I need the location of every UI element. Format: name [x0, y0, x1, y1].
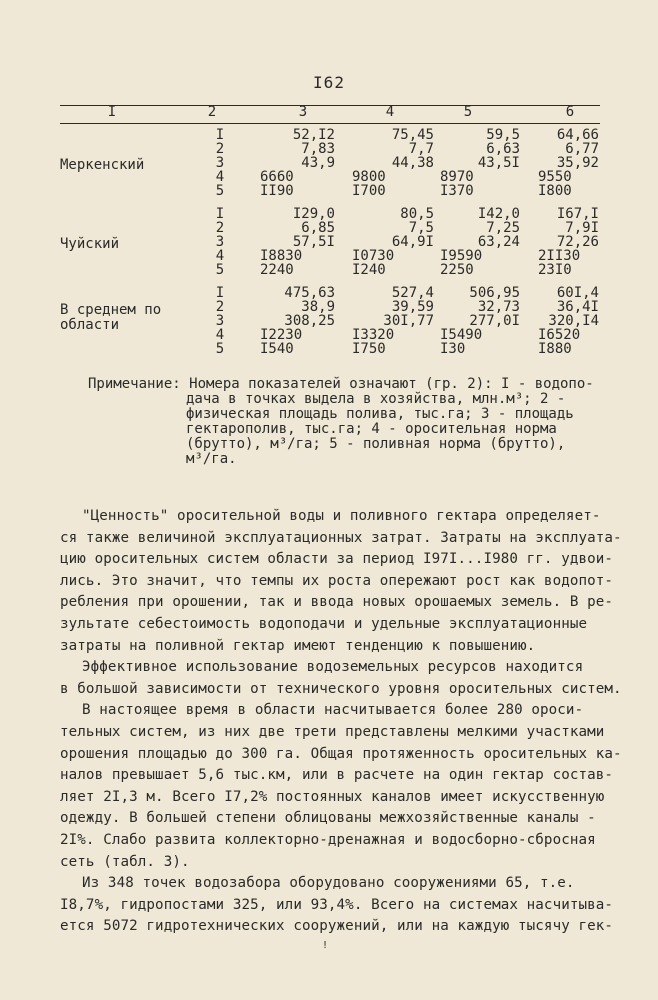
table-cell: 64,66: [556, 127, 599, 143]
table-cell: 75,45: [391, 127, 434, 143]
indicator-number: 3: [215, 234, 225, 250]
table-row: [60, 342, 620, 356]
table-cell: 52,I2: [292, 127, 335, 143]
paragraph-line: ется 5072 гидротехнических сооружений, или на каждую тысячу гек-: [60, 918, 614, 935]
table-cell: 38,9: [301, 299, 335, 315]
paragraph-line: ся также величиной эксплуатационных затрат. Затраты на эксплуата-: [60, 529, 622, 546]
paragraph-line: тельных систем, из них две трети представлены мелкими участками: [60, 723, 605, 740]
paragraph-line: сеть (табл. 3).: [60, 853, 190, 870]
indicator-number: 5: [215, 341, 225, 357]
note-line: физическая площадь полива, тыс.га; 3 - площадь: [186, 406, 574, 422]
table-header-rule: [60, 123, 600, 124]
table-cell: 23I0: [538, 262, 572, 278]
paragraph-line: Эффективное использование водоземельных ресурсов находится: [82, 659, 584, 676]
table-cell: I8830: [260, 248, 303, 264]
table-cell: 43,9: [301, 155, 335, 171]
table-cell: 44,38: [391, 155, 434, 171]
table-cell: 6,85: [301, 220, 335, 236]
indicator-number: I: [215, 285, 225, 301]
table-cell: I2230: [260, 327, 303, 343]
table-cell: 63,24: [477, 234, 520, 250]
table-cell: I42,0: [477, 206, 520, 222]
paragraph-line: орошения площадью до 300 га. Общая протяженность оросительных ка-: [60, 745, 622, 762]
table-top-rule: [60, 105, 600, 106]
table-row: [60, 235, 620, 249]
table-cell: I240: [352, 262, 386, 278]
table-cell: 9800: [352, 169, 386, 185]
table-header-col-5: 5: [463, 104, 473, 120]
table-cell: 320,I4: [548, 313, 599, 329]
table-cell: 506,95: [469, 285, 520, 301]
table-row: [60, 300, 620, 314]
table-cell: 2II30: [538, 248, 581, 264]
table-row: [60, 249, 620, 263]
group-name: В среднем по: [60, 302, 162, 318]
table-cell: 60I,4: [556, 285, 599, 301]
table-cell: 35,92: [556, 155, 599, 171]
table-cell: I370: [440, 183, 474, 199]
paragraph-line: I8,7%, гидропостами 325, или 93,4%. Всего на системах насчитыва-: [60, 896, 614, 913]
paragraph-line: одежду. В большей степени облицованы межхозяйственные каналы -: [60, 810, 596, 827]
paragraph-line: 2I%. Слабо развита коллекторно-дренажная и водосборно-сбросная: [60, 831, 596, 848]
table-cell: 9550: [538, 169, 572, 185]
paragraph-line: "Ценность" оросительной воды и поливного гектара определяет-: [82, 508, 601, 524]
table-cell: 2250: [440, 262, 474, 278]
table-row: [60, 156, 620, 170]
table-cell: 277,0I: [469, 313, 520, 329]
table-cell: I540: [260, 341, 294, 357]
indicator-number: 2: [215, 141, 225, 157]
indicator-number: 5: [215, 183, 225, 199]
paragraph-line: зультате себестоимость водоподачи и удельные эксплуатационные: [60, 615, 588, 632]
table-cell: 30I,77: [383, 313, 434, 329]
group-name: Чуйский: [60, 236, 120, 252]
table-cell: 475,63: [284, 285, 335, 301]
table-header-col-4: 4: [385, 104, 395, 120]
table-cell: I29,0: [292, 206, 335, 222]
indicator-number: 2: [215, 220, 225, 236]
body-text: [60, 506, 622, 938]
paragraph-line: ребления при орошении, так и ввода новых орошаемых земель. В ре-: [60, 594, 614, 611]
indicator-number: 4: [215, 248, 225, 264]
indicator-number: I: [215, 127, 225, 143]
paragraph-line: Из 348 точек водозабора оборудовано сооружениями 65, т.е.: [82, 875, 575, 892]
table-cell: II90: [260, 183, 294, 199]
paragraph-line: ляет 2I,3 м. Всего I7,2% постоянных каналов имеет искусственную: [60, 788, 605, 805]
group-name: области: [60, 317, 120, 333]
table-cell: 43,5I: [477, 155, 520, 171]
table-cell: I6520: [538, 327, 581, 343]
table-cell: 64,9I: [391, 234, 434, 250]
table-row: [60, 221, 620, 235]
table-cell: I750: [352, 341, 386, 357]
table-row: [60, 142, 620, 156]
table-cell: I800: [538, 183, 572, 199]
note-line: дача в точках выдела в хозяйства, млн.м³; 2 -: [186, 391, 566, 407]
table-cell: 72,26: [556, 234, 599, 250]
table-cell: I5490: [440, 327, 483, 343]
note-line: гектарополив, тыс.га; 4 - оросительная норма: [186, 421, 557, 437]
table-cell: I3320: [352, 327, 395, 343]
table-header-col-6: 6: [565, 104, 575, 120]
table-row: [60, 207, 620, 221]
table-cell: 7,7: [408, 141, 434, 157]
note-line: (брутто), м³/га; 5 - поливная норма (брутто),: [186, 436, 566, 452]
note-line: Примечание: Номера показателей означают (гр. 2): I - водопо-: [88, 376, 594, 392]
page-number: I62: [313, 73, 345, 92]
table-cell: 7,83: [301, 141, 335, 157]
table-cell: 57,5I: [292, 234, 335, 250]
indicator-number: 3: [215, 313, 225, 329]
footer-mark: !: [322, 940, 329, 951]
table-cell: 308,25: [284, 313, 335, 329]
table-row: [60, 184, 620, 198]
paragraph-line: В настоящее время в области насчитывается более 280 ороси-: [82, 702, 584, 719]
table-cell: 36,4I: [556, 299, 599, 315]
paragraph-line: цию оросительных систем области за период I97I...I980 гг. удвои-: [60, 551, 614, 568]
table-cell: 527,4: [391, 285, 434, 301]
table-cell: 32,73: [477, 299, 520, 315]
table-cell: 7,5: [408, 220, 434, 236]
table-cell: I880: [538, 341, 572, 357]
table-cell: I30: [440, 341, 466, 357]
note-line: м³/га.: [186, 451, 237, 467]
paragraph-line: затраты на поливной гектар имеют тенденцию к повышению.: [60, 637, 536, 654]
paragraph-line: лись. Это значит, что темпы их роста опережают рост как водопот-: [60, 572, 614, 589]
table-header-col-2: 2: [207, 104, 217, 120]
table-cell: 39,59: [391, 299, 434, 315]
table-row: [60, 128, 620, 142]
table-row: [60, 314, 620, 328]
table-cell: 6,77: [565, 141, 599, 157]
table-cell: I0730: [352, 248, 395, 264]
table-row: [60, 286, 620, 300]
table-cell: 6660: [260, 169, 294, 185]
table-cell: 59,5: [486, 127, 520, 143]
table-cell: 7,25: [486, 220, 520, 236]
table-row: [60, 263, 620, 277]
paragraph-line: в большой зависимости от технического уровня оросительных систем.: [60, 680, 622, 697]
indicator-number: I: [215, 206, 225, 222]
table-header-col-1: I: [107, 104, 117, 120]
indicator-number: 5: [215, 262, 225, 278]
indicator-number: 4: [215, 327, 225, 343]
table-cell: 8970: [440, 169, 474, 185]
table-row: [60, 170, 620, 184]
table-cell: I67,I: [556, 206, 599, 222]
indicator-number: 2: [215, 299, 225, 315]
table-cell: 7,9I: [565, 220, 599, 236]
indicator-number: 4: [215, 169, 225, 185]
indicator-number: 3: [215, 155, 225, 171]
table-cell: I700: [352, 183, 386, 199]
table-note: [88, 377, 598, 467]
table-cell: 6,63: [486, 141, 520, 157]
table-header-col-3: 3: [298, 104, 308, 120]
table-cell: 2240: [260, 262, 294, 278]
paragraph-line: налов превышает 5,6 тыс.км, или в расчете на один гектар состав-: [60, 767, 614, 784]
table-cell: I9590: [440, 248, 483, 264]
group-name: Меркенский: [60, 157, 145, 173]
table-cell: 80,5: [400, 206, 434, 222]
table-row: [60, 328, 620, 342]
